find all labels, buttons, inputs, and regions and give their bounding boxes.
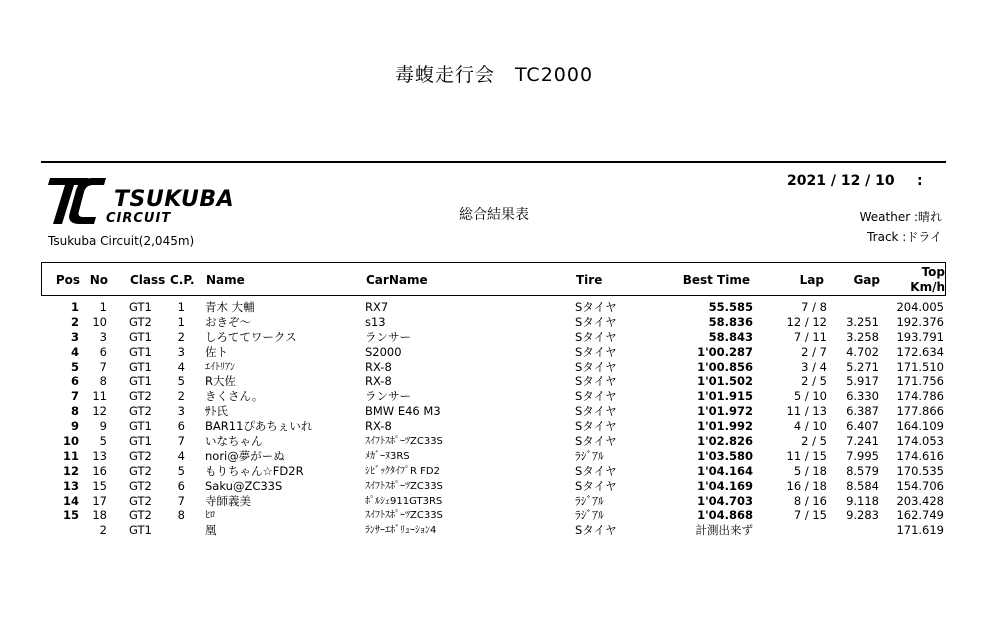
cell-car: ｼﾋﾞｯｸﾀｲﾌﾟR FD2 (365, 465, 440, 477)
cell-lap: 4 / 10 (793, 419, 827, 434)
col-tire-header: Tire (576, 273, 603, 287)
cell-name: Saku@ZC33S (205, 478, 283, 493)
cell-pos: 2 (70, 314, 79, 329)
cell-lap: 2 / 5 (801, 434, 827, 449)
cell-top: 162.749 (896, 508, 944, 523)
cell-gap: 3.258 (846, 329, 879, 344)
table-row (41, 374, 946, 389)
cell-no: 11 (92, 389, 107, 404)
col-best-time-header: Best Time (682, 273, 750, 287)
cell-gap: 3.251 (846, 314, 879, 329)
cell-cp: 1 (177, 300, 185, 314)
cell-pos: 6 (70, 374, 79, 389)
table-row (41, 315, 946, 330)
cell-cp: 6 (177, 419, 185, 434)
cell-best: 計測出来ず (695, 523, 753, 538)
cell-best: 1'04.868 (697, 508, 753, 523)
col-top-label: Top (921, 265, 945, 279)
cell-class: GT1 (129, 419, 152, 434)
cell-gap: 7.241 (846, 434, 879, 449)
cell-class: GT1 (129, 434, 152, 449)
cell-no: 8 (99, 374, 107, 389)
table-row (41, 508, 946, 523)
time-text: : (917, 173, 923, 189)
table-row (41, 404, 946, 419)
cell-name: nori@夢がーぬ (205, 448, 285, 463)
cell-name: 佐ト (205, 344, 228, 359)
cell-car: ﾎﾟﾙｼｪ911GT3RS (365, 495, 443, 507)
cell-gap: 6.407 (846, 419, 879, 434)
cell-cp: 5 (177, 374, 185, 389)
cell-name: きくさん。 (205, 389, 264, 404)
cell-cp: 3 (177, 344, 185, 359)
cell-lap: 16 / 18 (786, 478, 827, 493)
cell-pos: 5 (70, 359, 79, 374)
cell-pos: 11 (62, 448, 79, 463)
cell-gap: 8.579 (846, 463, 879, 478)
cell-lap: 7 / 15 (793, 508, 827, 523)
cell-name: 寺師義美 (205, 493, 251, 508)
cell-gap: 6.330 (846, 389, 879, 404)
col-carname-header: CarName (366, 273, 428, 287)
cell-no: 2 (99, 523, 107, 538)
cell-best: 1'00.856 (697, 359, 753, 374)
cell-class: GT1 (129, 374, 152, 389)
cell-car: ﾗﾝｻｰｴﾎﾞﾘｭｰｼｮﾝ4 (365, 525, 437, 537)
cell-pos: 9 (70, 419, 79, 434)
cell-lap: 2 / 5 (801, 374, 827, 389)
cell-lap: 3 / 4 (801, 359, 827, 374)
cell-lap: 12 / 12 (786, 314, 827, 329)
cell-name: BAR11ぴあちぇいれ (205, 419, 313, 434)
results-table-body (41, 300, 946, 538)
cell-car: ランサー (365, 329, 411, 344)
cell-cp: 4 (177, 448, 185, 463)
cell-tire: Sタイヤ (575, 523, 617, 538)
cell-car: ランサー (365, 389, 411, 404)
col-top-speed-header (884, 265, 945, 295)
cell-tire: Sタイヤ (575, 389, 617, 404)
cell-gap: 6.387 (846, 404, 879, 419)
table-row (41, 360, 946, 375)
cell-no: 12 (92, 404, 107, 419)
cell-class: GT1 (129, 359, 152, 374)
cell-pos: 4 (70, 344, 79, 359)
cell-car: RX-8 (365, 359, 392, 374)
cell-best: 1'00.287 (697, 344, 753, 359)
cell-name: いなちゃん (205, 434, 263, 449)
cell-cp: 2 (177, 329, 185, 344)
cell-best: 1'04.164 (697, 463, 753, 478)
cell-class: GT1 (129, 523, 152, 538)
table-row (41, 523, 946, 538)
cell-class: GT2 (129, 463, 152, 478)
cell-top: 204.005 (896, 300, 944, 314)
cell-top: 174.786 (896, 389, 944, 404)
cell-cp: 2 (177, 389, 185, 404)
col-name-header: Name (206, 273, 245, 287)
cell-class: GT1 (129, 300, 152, 314)
col-gap-header: Gap (853, 273, 880, 287)
cell-tire: Sタイヤ (575, 419, 617, 434)
table-row (41, 479, 946, 494)
cell-class: GT2 (129, 493, 152, 508)
cell-gap: 8.584 (846, 478, 879, 493)
cell-lap: 7 / 8 (801, 300, 827, 314)
circuit-name: Tsukuba Circuit(2,045m) (48, 234, 195, 248)
cell-car: s13 (365, 314, 386, 329)
cell-no: 7 (99, 359, 107, 374)
table-row (41, 464, 946, 479)
table-row (41, 434, 946, 449)
table-row (41, 300, 946, 315)
cell-name: ﾋﾛ (205, 510, 215, 522)
cell-no: 3 (99, 329, 107, 344)
cell-cp: 4 (177, 359, 185, 374)
cell-top: 177.866 (896, 404, 944, 419)
cell-cp: 5 (177, 463, 185, 478)
cell-name: 凰 (205, 523, 217, 538)
cell-best: 1'01.992 (697, 419, 753, 434)
cell-tire: Sタイヤ (575, 314, 617, 329)
cell-top: 154.706 (896, 478, 944, 493)
cell-no: 13 (92, 448, 107, 463)
cell-pos: 10 (62, 434, 79, 449)
cell-no: 9 (99, 419, 107, 434)
cell-name: ｴｲﾄﾘｱﾝ (205, 361, 235, 373)
cell-car: RX-8 (365, 374, 392, 389)
cell-tire: Sタイヤ (575, 329, 617, 344)
cell-pos: 12 (62, 463, 79, 478)
cell-tire: ﾗｼﾞｱﾙ (575, 493, 604, 508)
cell-name: もりちゃん☆FD2R (205, 463, 304, 478)
cell-car: RX-8 (365, 419, 392, 434)
logo-circuit-text: CIRCUIT (106, 211, 172, 226)
table-row (41, 389, 946, 404)
cell-top: 171.756 (896, 374, 944, 389)
cell-no: 10 (92, 314, 107, 329)
cell-top: 192.376 (896, 314, 944, 329)
cell-class: GT2 (129, 448, 152, 463)
table-row (41, 494, 946, 509)
cell-best: 1'01.972 (697, 404, 753, 419)
cell-class: GT2 (129, 508, 152, 523)
cell-top: 174.053 (896, 434, 944, 449)
col-lap-header: Lap (799, 273, 824, 287)
cell-lap: 7 / 11 (793, 329, 827, 344)
cell-top: 193.791 (896, 329, 944, 344)
cell-best: 58.843 (708, 329, 753, 344)
cell-gap: 9.118 (846, 493, 879, 508)
cell-class: GT1 (129, 344, 152, 359)
header-divider (41, 161, 946, 163)
cell-top: 171.619 (896, 523, 944, 538)
cell-tire: ﾗｼﾞｱﾙ (575, 508, 604, 523)
cell-cp: 6 (177, 478, 185, 493)
cell-class: GT1 (129, 329, 152, 344)
weather-info: Weather :晴れ (859, 210, 942, 224)
table-row (41, 330, 946, 345)
cell-tire: Sタイヤ (575, 374, 617, 389)
cell-tire: ﾗｼﾞｱﾙ (575, 448, 604, 463)
cell-best: 1'01.915 (697, 389, 753, 404)
cell-name: おきぞ～ (205, 314, 251, 329)
cell-name: R大佐 (205, 374, 236, 389)
cell-best: 1'04.169 (697, 478, 753, 493)
cell-cp: 7 (177, 434, 185, 449)
cell-pos: 15 (62, 508, 79, 523)
cell-cp: 3 (177, 404, 185, 419)
cell-top: 170.535 (896, 463, 944, 478)
cell-best: 55.585 (708, 300, 753, 314)
results-table (41, 262, 946, 538)
cell-no: 16 (92, 463, 107, 478)
cell-car: RX7 (365, 300, 389, 314)
cell-pos: 1 (70, 300, 79, 314)
cell-cp: 1 (177, 314, 185, 329)
cell-best: 1'01.502 (697, 374, 753, 389)
cell-lap: 8 / 16 (793, 493, 827, 508)
cell-top: 172.634 (896, 344, 944, 359)
results-subtitle: 総合結果表 (459, 207, 529, 223)
table-row (41, 419, 946, 434)
table-row (41, 345, 946, 360)
cell-car: BMW E46 M3 (365, 404, 441, 419)
col-class-header: Class (130, 273, 166, 287)
cell-best: 1'03.580 (697, 448, 753, 463)
cell-class: GT2 (129, 404, 152, 419)
col-no-header: No (89, 273, 108, 287)
results-table-header (41, 262, 946, 296)
cell-no: 5 (99, 434, 107, 449)
cell-car: S2000 (365, 344, 402, 359)
cell-car: ｽｲﾌﾄｽﾎﾟｰﾂZC33S (365, 480, 443, 492)
cell-cp: 7 (177, 493, 185, 508)
cell-class: GT2 (129, 389, 152, 404)
cell-lap: 2 / 7 (801, 344, 827, 359)
date-text: 2021 / 12 / 10 (787, 173, 895, 189)
cell-class: GT2 (129, 478, 152, 493)
cell-pos: 8 (70, 404, 79, 419)
cell-lap: 5 / 18 (793, 463, 827, 478)
cell-pos: 7 (70, 389, 79, 404)
cell-gap: 5.917 (846, 374, 879, 389)
cell-class: GT2 (129, 314, 152, 329)
logo-tsukuba-text: TSUKUBA (114, 187, 235, 212)
cell-top: 171.510 (896, 359, 944, 374)
cell-no: 17 (92, 493, 107, 508)
table-row (41, 449, 946, 464)
cell-no: 6 (99, 344, 107, 359)
cell-tire: Sタイヤ (575, 434, 617, 449)
cell-top: 164.109 (896, 419, 944, 434)
cell-no: 18 (92, 508, 107, 523)
cell-best: 58.836 (708, 314, 753, 329)
cell-tire: Sタイヤ (575, 300, 617, 314)
page-title: 毒蝮走行会 TC2000 (394, 64, 594, 86)
cell-gap: 4.702 (846, 344, 879, 359)
cell-lap: 11 / 15 (786, 448, 827, 463)
cell-best: 1'04.703 (697, 493, 753, 508)
cell-car: ｽｲﾌﾄｽﾎﾟｰﾂZC33S (365, 510, 443, 522)
cell-car: ｽｲﾌﾄｽﾎﾟｰﾂZC33S (365, 436, 443, 448)
cell-lap: 5 / 10 (793, 389, 827, 404)
cell-no: 1 (99, 300, 107, 314)
cell-cp: 8 (177, 508, 185, 523)
cell-no: 15 (92, 478, 107, 493)
cell-tire: Sタイヤ (575, 344, 617, 359)
cell-tire: Sタイヤ (575, 359, 617, 374)
cell-tire: Sタイヤ (575, 404, 617, 419)
cell-name: ｻﾄ氏 (205, 404, 228, 419)
cell-gap: 7.995 (846, 448, 879, 463)
cell-pos: 13 (62, 478, 79, 493)
col-cp-header: C.P. (170, 273, 195, 287)
cell-name: しろててワークス (205, 329, 297, 344)
cell-name: 青木 大輔 (205, 300, 255, 314)
cell-top: 174.616 (896, 448, 944, 463)
cell-car: ﾒｶﾞｰﾇ3RS (365, 450, 410, 462)
cell-lap: 11 / 13 (786, 404, 827, 419)
cell-tire: Sタイヤ (575, 478, 617, 493)
cell-best: 1'02.826 (697, 434, 753, 449)
cell-gap: 9.283 (846, 508, 879, 523)
col-pos-header: Pos (55, 273, 80, 287)
cell-top: 203.428 (896, 493, 944, 508)
cell-tire: Sタイヤ (575, 463, 617, 478)
cell-pos: 3 (70, 329, 79, 344)
col-kmh-label: Km/h (910, 280, 945, 294)
track-condition: Track :ドライ (867, 230, 942, 244)
cell-pos: 14 (62, 493, 79, 508)
cell-gap: 5.271 (846, 359, 879, 374)
event-date (787, 173, 923, 189)
